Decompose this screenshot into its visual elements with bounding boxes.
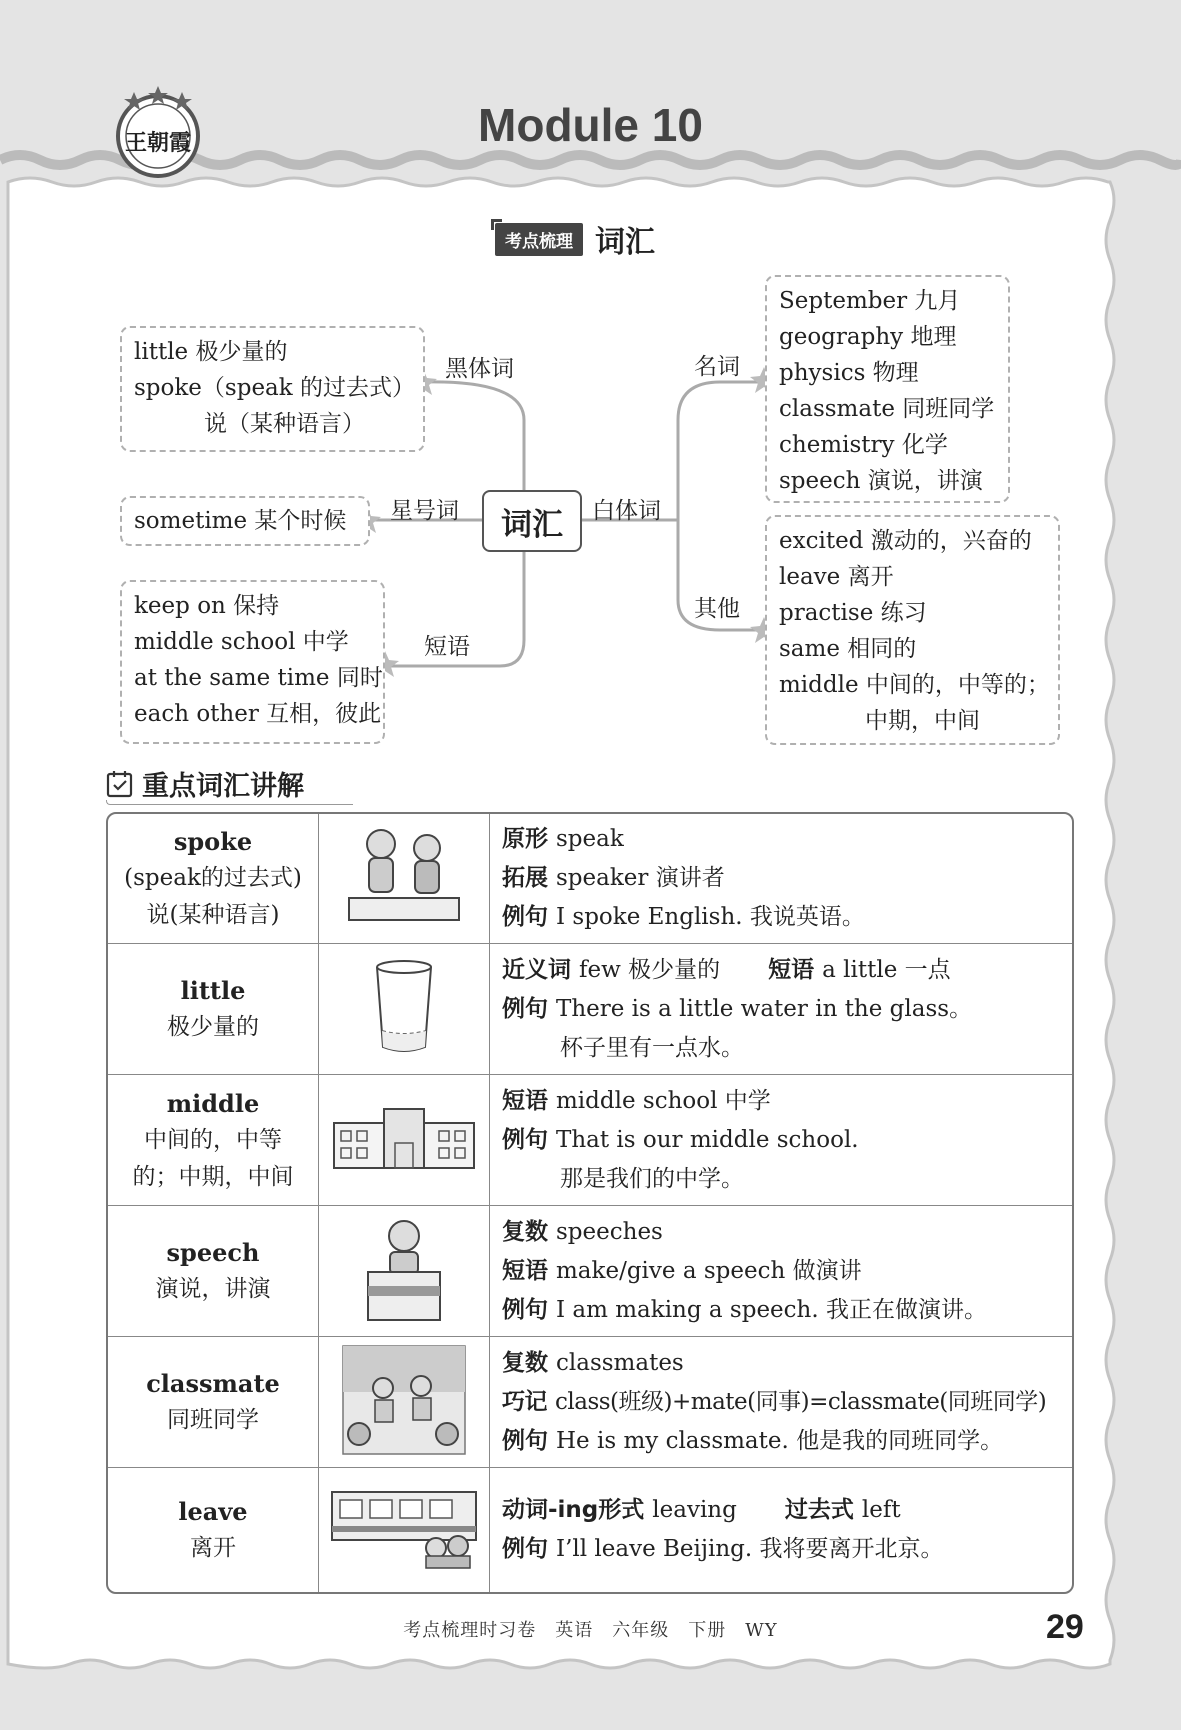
info-cell — [490, 1206, 1072, 1337]
list-item: September 九月 — [779, 288, 961, 314]
footer-text: 考点梳理时习卷 英语 六年级 下册 WY — [403, 1620, 778, 1641]
picture-cell — [319, 1337, 490, 1468]
info-line — [502, 1252, 1060, 1291]
phrases-box — [120, 580, 385, 744]
info-cell — [490, 1075, 1072, 1206]
word-meaning: 的；中期，中间 — [132, 1163, 294, 1190]
word-meaning: 说(某种语言) — [146, 902, 280, 928]
list-item: leave 离开 — [779, 564, 894, 590]
list-item: physics 物理 — [779, 360, 919, 386]
info-text: class(班级)+mate(同事)=classmate(同班同学) — [555, 1388, 1047, 1415]
mindmap-center: 词汇 — [482, 490, 582, 552]
table-row — [108, 1337, 1072, 1468]
info-line — [502, 1121, 1060, 1160]
info-line — [502, 951, 1060, 990]
list-item: classmate 同班同学 — [779, 396, 995, 422]
info-line — [502, 1082, 1060, 1121]
info-line — [502, 1213, 1060, 1252]
word-meaning: 演说，讲演 — [155, 1276, 271, 1302]
info-text: That is our middle school. — [556, 1126, 859, 1153]
info-cell — [490, 814, 1072, 944]
list-item: middle school 中学 — [134, 629, 349, 655]
info-text: leaving — [652, 1497, 737, 1523]
info-text: speak — [556, 826, 624, 852]
key-vocab-header — [106, 764, 304, 803]
info-key: 拓展 — [502, 865, 548, 891]
info-line — [502, 859, 1060, 898]
list-item: excited 激动的，兴奋的 — [779, 528, 1032, 554]
word-meaning: 极少量的 — [167, 1014, 259, 1040]
info-text: He is my classmate. 他是我的同班同学。 — [556, 1427, 1004, 1454]
divider — [106, 800, 353, 805]
page-number: 29 — [1046, 1608, 1084, 1646]
info-key: 原形 — [502, 826, 548, 852]
star-words-box — [120, 496, 370, 546]
list-item: middle 中间的，中等的； — [779, 672, 1050, 698]
list-item: chemistry 化学 — [779, 432, 948, 458]
table-row — [108, 1468, 1072, 1592]
picture-cell — [319, 944, 490, 1075]
list-item: at the same time 同时 — [134, 665, 383, 691]
info-key: 例句 — [502, 1536, 548, 1562]
picture-cell — [319, 1468, 490, 1592]
info-text: few 极少量的 — [579, 956, 721, 983]
section-title: 词汇 — [595, 225, 655, 260]
word: middle — [166, 1088, 260, 1118]
word-meaning: 离开 — [190, 1535, 236, 1561]
info-line — [502, 1422, 1060, 1461]
info-text: I’ll leave Beijing. 我将要离开北京。 — [556, 1536, 944, 1562]
list-item: 中期，中间 — [865, 708, 980, 734]
vocab-table — [106, 812, 1074, 1594]
list-item: geography 地理 — [779, 324, 957, 350]
nouns-box — [765, 275, 1010, 503]
info-key: 短语 — [768, 956, 815, 983]
info-translation: 那是我们的中学。 — [560, 1165, 744, 1192]
list-item: keep on 保持 — [134, 593, 280, 619]
info-line — [502, 1530, 1060, 1569]
list-item: speech 演说，讲演 — [779, 468, 983, 494]
train-illustration — [328, 1486, 480, 1570]
info-line — [502, 1344, 1060, 1383]
info-translation: 杯子里有一点水。 — [560, 1034, 744, 1061]
star-label: 星号词 — [390, 498, 459, 524]
word-cell — [108, 814, 319, 944]
word: leave — [178, 1497, 248, 1526]
info-key: 复数 — [502, 1349, 548, 1376]
word-cell — [108, 1337, 319, 1468]
key-vocab-title: 重点词汇讲解 — [142, 771, 304, 802]
info-key: 动词-ing形式 — [502, 1497, 645, 1523]
school-building-illustration — [329, 1103, 479, 1173]
info-cell — [490, 944, 1072, 1075]
section-tag: 考点梳理 — [495, 223, 583, 256]
section-header — [495, 222, 655, 260]
info-cell — [490, 1337, 1072, 1468]
glass-illustration — [369, 957, 439, 1057]
calendar-check-icon — [106, 770, 134, 798]
info-key: 例句 — [502, 904, 548, 930]
info-key: 例句 — [502, 1126, 548, 1153]
bold-label: 黑体词 — [445, 356, 514, 382]
table-row — [108, 1075, 1072, 1206]
picture-cell — [319, 1206, 490, 1337]
bold-words-box — [120, 326, 425, 452]
info-line — [502, 990, 1060, 1029]
list-item: spoke（speak 的过去式） — [134, 375, 416, 401]
logo-text: 王朝霞 — [124, 130, 191, 156]
info-text: classmates — [556, 1349, 684, 1376]
info-line — [502, 1383, 1060, 1422]
word-cell — [108, 1075, 319, 1206]
table-row — [108, 1206, 1072, 1337]
classroom-illustration — [339, 1342, 469, 1458]
info-text: left — [861, 1497, 901, 1523]
info-key: 例句 — [502, 1427, 548, 1454]
plain-label: 白体词 — [592, 498, 661, 524]
list-item: practise 练习 — [779, 600, 927, 626]
page-title: Module 10 — [478, 99, 703, 151]
info-line — [502, 820, 1060, 859]
info-key: 例句 — [502, 1296, 548, 1323]
list-item: little 极少量的 — [134, 339, 288, 365]
info-key: 近义词 — [502, 956, 571, 983]
info-line — [502, 1491, 1060, 1530]
picture-cell — [319, 1075, 490, 1206]
word-meaning: 中间的，中等 — [144, 1126, 282, 1153]
list-item: each other 互相，彼此 — [134, 701, 382, 727]
info-key: 巧记 — [502, 1388, 547, 1415]
info-key: 复数 — [502, 1218, 548, 1245]
kids-talking-illustration — [339, 822, 469, 932]
info-text: a little 一点 — [822, 956, 951, 983]
word-cell — [108, 1206, 319, 1337]
info-line — [502, 898, 1060, 937]
picture-cell — [319, 814, 490, 944]
others-box — [765, 515, 1060, 745]
table-row — [108, 814, 1072, 944]
info-key: 例句 — [502, 995, 548, 1022]
info-key: 过去式 — [784, 1497, 854, 1523]
info-key: 短语 — [502, 1257, 548, 1284]
word: spoke — [173, 827, 253, 856]
word-meaning: 同班同学 — [167, 1407, 259, 1433]
list-item: sometime 某个时候 — [134, 508, 347, 534]
list-item: same 相同的 — [779, 636, 917, 662]
word: classmate — [146, 1369, 280, 1398]
info-text: middle school 中学 — [556, 1087, 771, 1114]
info-text: make/give a speech 做演讲 — [556, 1257, 862, 1284]
info-text: I spoke English. 我说英语。 — [556, 904, 865, 930]
noun-label: 名词 — [694, 354, 740, 380]
info-text: There is a little water in the glass。 — [556, 995, 973, 1022]
other-label: 其他 — [694, 596, 740, 622]
list-item: 说（某种语言） — [204, 411, 365, 437]
info-text: speaker 演讲者 — [556, 865, 725, 891]
word-cell — [108, 1468, 319, 1592]
info-text: I am making a speech. 我正在做演讲。 — [556, 1296, 987, 1323]
word: speech — [166, 1238, 260, 1267]
word-cell — [108, 944, 319, 1075]
phrase-label: 短语 — [424, 634, 470, 660]
word: little — [180, 976, 246, 1005]
speech-illustration — [354, 1214, 454, 1324]
table-row — [108, 944, 1072, 1075]
info-key: 短语 — [502, 1087, 548, 1114]
info-text: speeches — [556, 1218, 663, 1245]
word-meaning: (speak的过去式) — [124, 865, 302, 891]
info-line — [502, 1291, 1060, 1330]
info-cell — [490, 1468, 1072, 1592]
